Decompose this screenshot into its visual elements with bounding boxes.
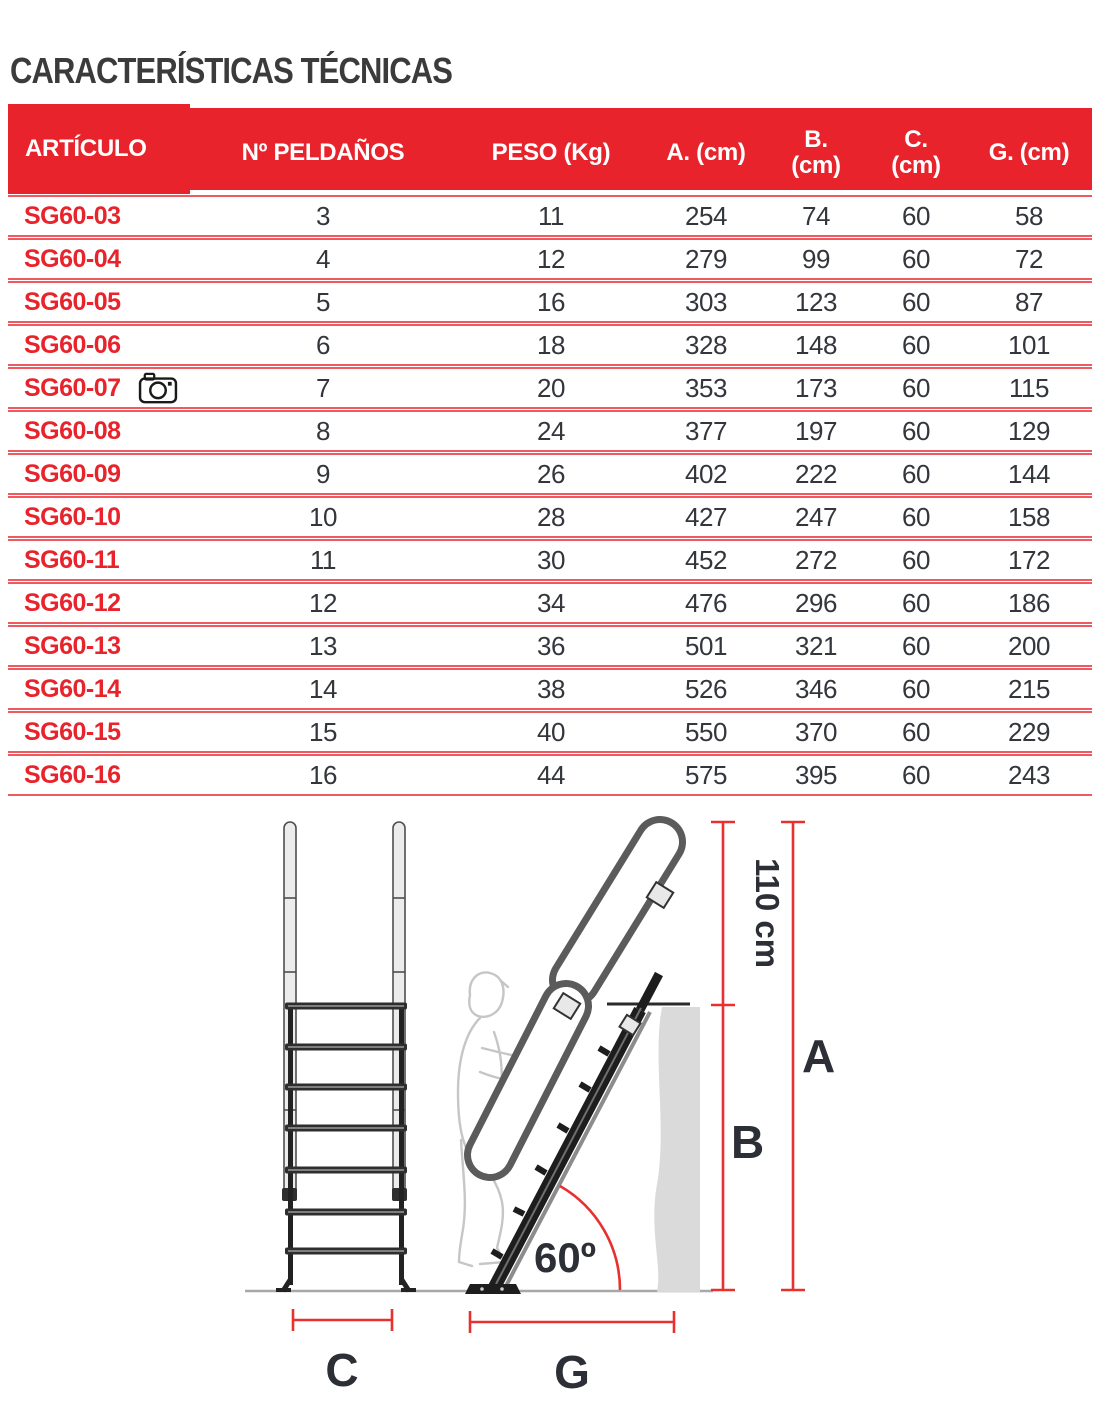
b-value: 74 (802, 200, 830, 231)
peso-value: 30 (537, 544, 565, 575)
g-value: 58 (1015, 200, 1043, 231)
page-title: CARACTERÍSTICAS TÉCNICAS (10, 50, 453, 91)
c-value: 60 (902, 372, 930, 403)
article-code: SG60-15 (24, 717, 121, 746)
ladder-side-view (458, 842, 700, 1294)
g-value: 243 (1008, 759, 1050, 790)
peso-value: 26 (537, 458, 565, 489)
table-body (8, 195, 1092, 797)
table-row (8, 496, 1092, 538)
handrail-loops (490, 842, 660, 1155)
table-header (8, 108, 1092, 190)
height-110cm-label: 110 cm (749, 857, 786, 969)
g-value: 129 (1008, 415, 1050, 446)
col-header-articulo: ARTÍCULO (8, 104, 190, 194)
col-header-a: A. (cm) (666, 139, 746, 166)
article-code: SG60-03 (24, 201, 121, 230)
table-row (8, 582, 1092, 624)
peso-value: 34 (537, 587, 565, 618)
article-code: SG60-04 (24, 244, 121, 273)
a-value: 476 (685, 587, 727, 618)
g-value: 229 (1008, 716, 1050, 747)
peso-value: 40 (537, 716, 565, 747)
dim-b-label: B (731, 1116, 765, 1168)
col-header-g: G. (cm) (988, 139, 1070, 166)
a-value: 575 (685, 759, 727, 790)
peso-value: 12 (537, 243, 565, 274)
b-value: 370 (795, 716, 837, 747)
peso-value: 11 (538, 200, 564, 231)
camera-icon[interactable] (137, 371, 179, 405)
c-value: 60 (902, 673, 930, 704)
peldanos-value: 15 (309, 716, 337, 747)
peso-value: 44 (537, 759, 565, 790)
peso-value: 16 (537, 286, 565, 317)
a-value: 501 (685, 630, 727, 661)
col-header-peldanos: Nº PELDAÑOS (241, 139, 405, 166)
a-value: 550 (685, 716, 727, 747)
g-value: 87 (1015, 286, 1043, 317)
ladder-technical-drawing (0, 810, 1100, 1422)
angle-60-label: 60º (533, 1234, 597, 1281)
peldanos-value: 11 (310, 544, 336, 575)
peso-value: 24 (537, 415, 565, 446)
a-value: 452 (685, 544, 727, 575)
c-value: 60 (902, 759, 930, 790)
peldanos-value: 8 (316, 415, 330, 446)
b-value: 123 (795, 286, 837, 317)
c-value: 60 (902, 544, 930, 575)
peso-value: 20 (537, 372, 565, 403)
b-value: 395 (795, 759, 837, 790)
peldanos-value: 10 (309, 501, 337, 532)
a-value: 279 (685, 243, 727, 274)
table-row (8, 668, 1092, 710)
table-row (8, 625, 1092, 667)
a-value: 377 (685, 415, 727, 446)
peldanos-value: 12 (309, 587, 337, 618)
c-value: 60 (902, 286, 930, 317)
b-value: 321 (795, 630, 837, 661)
col-header-peso: PESO (Kg) (491, 139, 611, 166)
g-value: 115 (1009, 372, 1049, 403)
peldanos-value: 5 (316, 286, 330, 317)
dim-c-label: C (325, 1344, 359, 1396)
table-row (8, 281, 1092, 323)
table-row (8, 238, 1092, 280)
peldanos-value: 16 (309, 759, 337, 790)
g-value: 186 (1008, 587, 1050, 618)
b-value: 173 (795, 372, 837, 403)
c-value: 60 (902, 587, 930, 618)
article-code: SG60-14 (24, 674, 121, 703)
b-value: 222 (795, 458, 837, 489)
article-code: SG60-05 (24, 287, 121, 316)
g-value: 72 (1015, 243, 1043, 274)
peso-value: 38 (537, 673, 565, 704)
b-value: 272 (795, 544, 837, 575)
table-row (8, 367, 1092, 409)
peldanos-value: 7 (316, 372, 330, 403)
table-row (8, 754, 1092, 796)
table-row (8, 324, 1092, 366)
b-value: 346 (795, 673, 837, 704)
g-value: 200 (1008, 630, 1050, 661)
c-value: 60 (902, 716, 930, 747)
table-row (8, 539, 1092, 581)
g-value: 144 (1008, 458, 1050, 489)
c-value: 60 (902, 630, 930, 661)
a-value: 427 (685, 501, 727, 532)
g-value: 158 (1008, 501, 1050, 532)
g-value: 172 (1008, 544, 1050, 575)
peldanos-value: 3 (316, 200, 330, 231)
b-value: 148 (795, 329, 837, 360)
front-rungs (285, 1003, 407, 1255)
c-value: 60 (902, 200, 930, 231)
b-value: 99 (802, 243, 830, 274)
g-value: 101 (1008, 329, 1050, 360)
table-row (8, 410, 1092, 452)
c-value: 60 (902, 501, 930, 532)
peldanos-value: 4 (316, 243, 330, 274)
c-value: 60 (902, 243, 930, 274)
a-value: 303 (685, 286, 727, 317)
article-code: SG60-09 (24, 459, 121, 488)
col-header-b: B. (cm) (791, 126, 841, 179)
c-value: 60 (902, 458, 930, 489)
dim-g-label: G (554, 1346, 590, 1398)
table-row (8, 711, 1092, 753)
peso-value: 36 (537, 630, 565, 661)
peldanos-value: 9 (316, 458, 330, 489)
article-code: SG60-11 (24, 545, 120, 574)
article-code: SG60-10 (24, 502, 121, 531)
c-value: 60 (902, 415, 930, 446)
peldanos-value: 13 (309, 630, 337, 661)
article-code: SG60-07 (24, 373, 121, 402)
table-row (8, 195, 1092, 237)
peso-value: 18 (537, 329, 565, 360)
a-value: 402 (685, 458, 727, 489)
b-value: 247 (795, 501, 837, 532)
col-header-c: C. (cm) (891, 126, 941, 179)
article-code: SG60-16 (24, 760, 121, 789)
b-value: 197 (795, 415, 837, 446)
c-value: 60 (902, 329, 930, 360)
peso-value: 28 (537, 501, 565, 532)
article-code: SG60-13 (24, 631, 121, 660)
wall (654, 1007, 700, 1292)
article-code: SG60-06 (24, 330, 121, 359)
article-code: SG60-12 (24, 588, 121, 617)
ladder-front-view (276, 822, 416, 1292)
a-value: 254 (685, 200, 727, 231)
a-value: 353 (685, 372, 727, 403)
a-value: 328 (685, 329, 727, 360)
article-code: SG60-08 (24, 416, 121, 445)
table-row (8, 453, 1092, 495)
g-value: 215 (1008, 673, 1050, 704)
dim-a-label: A (802, 1030, 836, 1082)
a-value: 526 (685, 673, 727, 704)
peldanos-value: 14 (309, 673, 337, 704)
b-value: 296 (795, 587, 837, 618)
peldanos-value: 6 (316, 329, 330, 360)
